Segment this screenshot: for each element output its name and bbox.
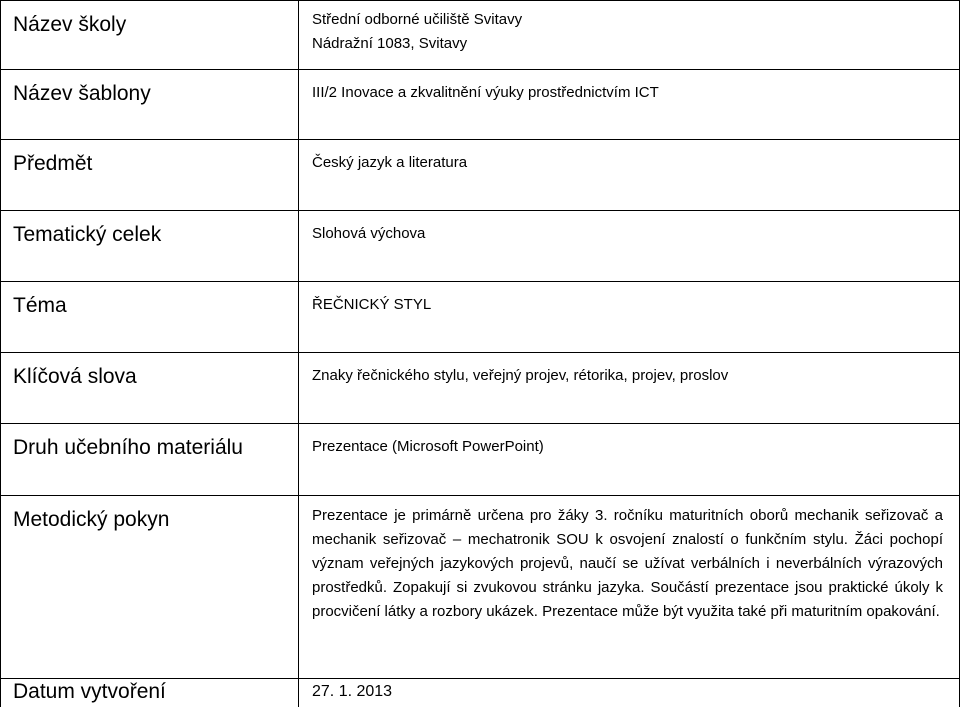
topic-label: Téma (13, 294, 67, 317)
table-row (1, 140, 960, 211)
table-row (1, 353, 960, 424)
school-name-label: Název školy (13, 13, 127, 36)
subject-value: Český jazyk a literatura (312, 154, 468, 171)
table-row (1, 1, 960, 70)
material-type-value: Prezentace (Microsoft PowerPoint) (312, 438, 544, 455)
table-row (1, 70, 960, 140)
template-name-label: Název šablony (13, 82, 151, 105)
keywords-value: Znaky řečnického stylu, veřejný projev, rétorika, projev, proslov (312, 367, 729, 384)
keywords-label: Klíčová slova (13, 365, 137, 388)
school-name-line: Střední odborné učiliště Svitavy (312, 11, 523, 28)
methodical-guidance-value: Prezentace je primárně určena pro žáky 3. ročníku maturitních oborů mechanik seřizovač a mechanik seřizovač – mechatronik SOU k osvojení znalostí o funkčním stylu. Žáci pochopí význam veřejných jazykových projevů, naučí se užívat verbálních i neverbálních výrazových prostředků. Zopakují si zvukovou stránku jazyka. Součástí prezentace jsou praktické úkoly k procvičení látky a rozbory ukázek. Prezentace může být využita také při maturitním opakování. (312, 507, 943, 620)
table-row (1, 679, 960, 708)
table-row (1, 496, 960, 679)
school-name-value (299, 1, 959, 56)
table-row (1, 211, 960, 282)
creation-date-label: Datum vytvoření (13, 680, 166, 703)
subject-label: Předmět (13, 152, 93, 175)
methodical-guidance-label: Metodický pokyn (13, 508, 170, 531)
material-type-label: Druh učebního materiálu (13, 436, 243, 459)
creation-date-value: 27. 1. 2013 (312, 683, 393, 700)
school-address-line: Nádražní 1083, Svitavy (312, 35, 468, 52)
topic-value: ŘEČNICKÝ STYL (312, 296, 432, 313)
table-row (1, 282, 960, 353)
table-row (1, 424, 960, 496)
thematic-unit-label: Tematický celek (13, 223, 162, 246)
thematic-unit-value: Slohová výchova (312, 225, 426, 242)
template-name-value: III/2 Inovace a zkvalitnění výuky prostřednictvím ICT (312, 84, 659, 101)
